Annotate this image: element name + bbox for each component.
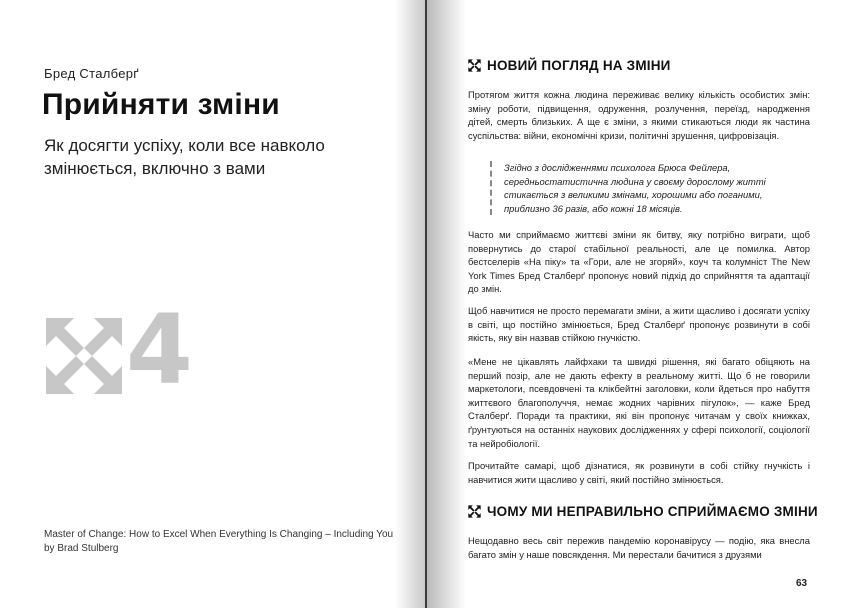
quote-block: Згідно з дослідженнями психолога Брюса Фейлера, середньостатистична людина у своєму дорослому житті стикається з великими змінами, хорошими або поганими, приблизно 36 разів, або кожні 18 місяців. [490,161,804,215]
gutter [425,0,427,608]
arrows-out-icon [468,505,481,518]
section-heading-1-text: НОВИЙ ПОГЛЯД НА ЗМІНИ [487,58,671,73]
author-name: Бред Сталберґ [44,66,139,81]
paragraph-1: Протягом життя кожна людина переживає велику кількість особистих змін: зміну роботи, підвищення, одруження, розлучення, переїзд, народження дітей, смерть близьких. А ще є зміни, з якими стикаються люди як частина суспільства: війни, економічні кризи, політичні зрушення, цифровізація. [468,89,810,141]
gutter-shadow [395,0,426,608]
original-author-line: by Brad Stulberg [44,543,119,554]
book-title: Прийняти зміни [42,88,280,121]
original-title [44,528,394,556]
section-heading-1 [468,58,671,73]
paragraph-5: Прочитайте самарі, щоб дізнатися, як розвинути в собі стійку гнучкість і навчитися жити щасливо у світі, який постійно змінюється. [468,460,810,485]
section-heading-2 [468,504,818,519]
arrows-out-icon [44,316,124,396]
book-subtitle: Як досягти успіху, коли все навколо змінюється, включно з вами [44,136,325,178]
page-number: 63 [796,578,808,589]
gutter-shadow [426,0,466,608]
section-heading-2-text: ЧОМУ МИ НЕПРАВИЛЬНО СПРИЙМАЄМО ЗМІНИ [487,504,818,519]
paragraph-4: «Мене не цікавлять лайфхаки та швидкі рішення, які багато обіцяють на перший позір, але не дають ефекту в реальному житті. Що б не говорили маркетологи, псевдовчені та клікбейтні заголовки, коли йдеться про набуття життєвого благополуччя, немає жодних чарівних пігулок», — каже Бред Сталберґ. Поради та практики, які він пропонує читачам у своїх книжках, ґрунтуються на останніх наукових дослідженнях у сфері психології, соціології та нейробіології. [468,356,810,449]
original-title-line: Master of Change: How to Excel When Everything Is Changing – Including You [44,529,394,540]
paragraph-3: Щоб навчитися не просто перемагати зміни, а жити щасливо і досягати успіху в світі, що постійно змінюється, Бред Сталберґ пропонує розвинути в собі якість, яку він назвав стійкою гнучкістю. [468,305,810,344]
paragraph-2: Часто ми сприймаємо життєві зміни як битву, яку потрібно виграти, щоб повернутись до старої стабільної реальності, але це помилка. Автор бестселерів «На піку» та «Гори, але не згоряй», коуч та колумніст The New York Times Бред Сталберґ пропонує новий підхід до сприйняття та адаптації до змін. [468,229,810,295]
arrows-out-icon [468,59,481,72]
chapter-number: 4 [126,294,193,406]
paragraph-6: Нещодавно весь світ пережив пандемію коронавірусу — подію, яка внесла багато змін у наше повсякдення. Ми перестали бачитися з друзями [468,535,810,560]
